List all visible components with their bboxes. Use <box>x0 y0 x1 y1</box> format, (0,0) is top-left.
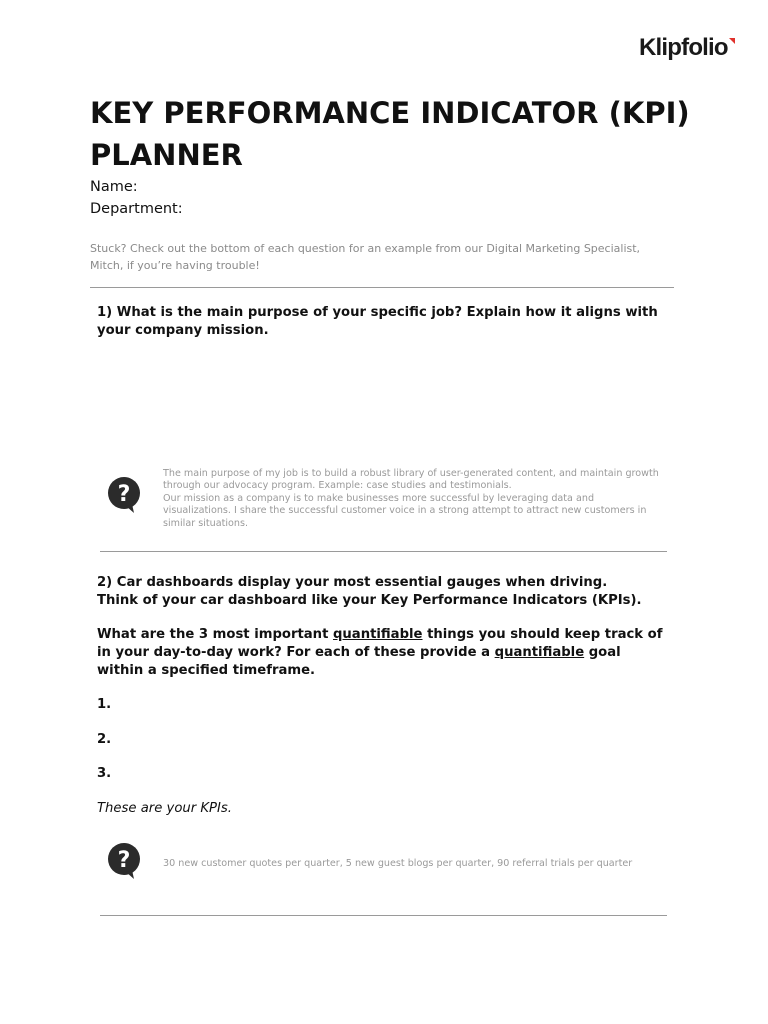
name-field-label: Name: <box>90 179 138 195</box>
department-field-label: Department: <box>90 201 183 217</box>
intro-text: Stuck? Check out the bottom of each question for an example from our Digital Marketing Specialist, Mitch, if you’re having trouble! <box>90 242 641 272</box>
kpi-item-1-label: 1. <box>97 697 112 712</box>
divider-bottom <box>100 915 667 916</box>
question-2-intro <box>97 574 669 610</box>
question-bubble-icon-svg <box>104 475 144 515</box>
question-2-line-2: Think of your car dashboard like your Key Performance Indicators (KPIs). <box>97 593 642 608</box>
klipfolio-logo <box>639 34 735 64</box>
logo-wordmark: Klipfolio <box>639 34 728 61</box>
quantifiable-emphasis-2: quantifiable <box>494 645 585 660</box>
question-1-example <box>163 468 663 530</box>
page-title: KEY PERFORMANCE INDICATOR (KPI) PLANNER <box>90 96 690 172</box>
question-1-example-line-2: Our mission as a company is to make businesses more successful by leveraging data and visualizations. I share the successful customer voice in a strong attempt to attract new customers in similar situations. <box>163 492 647 529</box>
question-bubble-icon-svg <box>104 841 144 881</box>
question-2-prompt <box>97 626 669 680</box>
divider-top <box>90 287 674 288</box>
kpi-item-3-label: 3. <box>97 766 112 781</box>
question-2-prompt-part-c: goal within a specified timeframe. <box>97 645 621 678</box>
svg-text:?: ? <box>117 482 131 507</box>
kpi-note: These are your KPIs. <box>97 801 232 816</box>
kpi-item-2-label: 2. <box>97 732 112 747</box>
question-1-text: 1) What is the main purpose of your specific job? Explain how it aligns with your company mission. <box>97 305 658 338</box>
divider-middle <box>100 551 667 552</box>
question-2-prompt-part-b: things you should keep track of in your day-to-day work? For each of these provide a <box>97 627 663 660</box>
question-bubble-icon <box>104 475 144 515</box>
question-bubble-icon <box>104 841 144 881</box>
quantifiable-emphasis-1: quantifiable <box>332 627 423 642</box>
question-1-example-line-1: The main purpose of my job is to build a robust library of user-generated content, and maintain growth through our advocacy program. Example: case studies and testimonials. <box>163 468 659 492</box>
question-2-example: 30 new customer quotes per quarter, 5 new guest blogs per quarter, 90 referral trials per quarter <box>163 858 633 869</box>
svg-text:?: ? <box>117 848 131 873</box>
logo-accent-mark <box>729 38 735 44</box>
question-2-prompt-part-a: What are the 3 most important <box>97 627 333 642</box>
question-2-line-1: 2) Car dashboards display your most essential gauges when driving. <box>97 575 608 590</box>
